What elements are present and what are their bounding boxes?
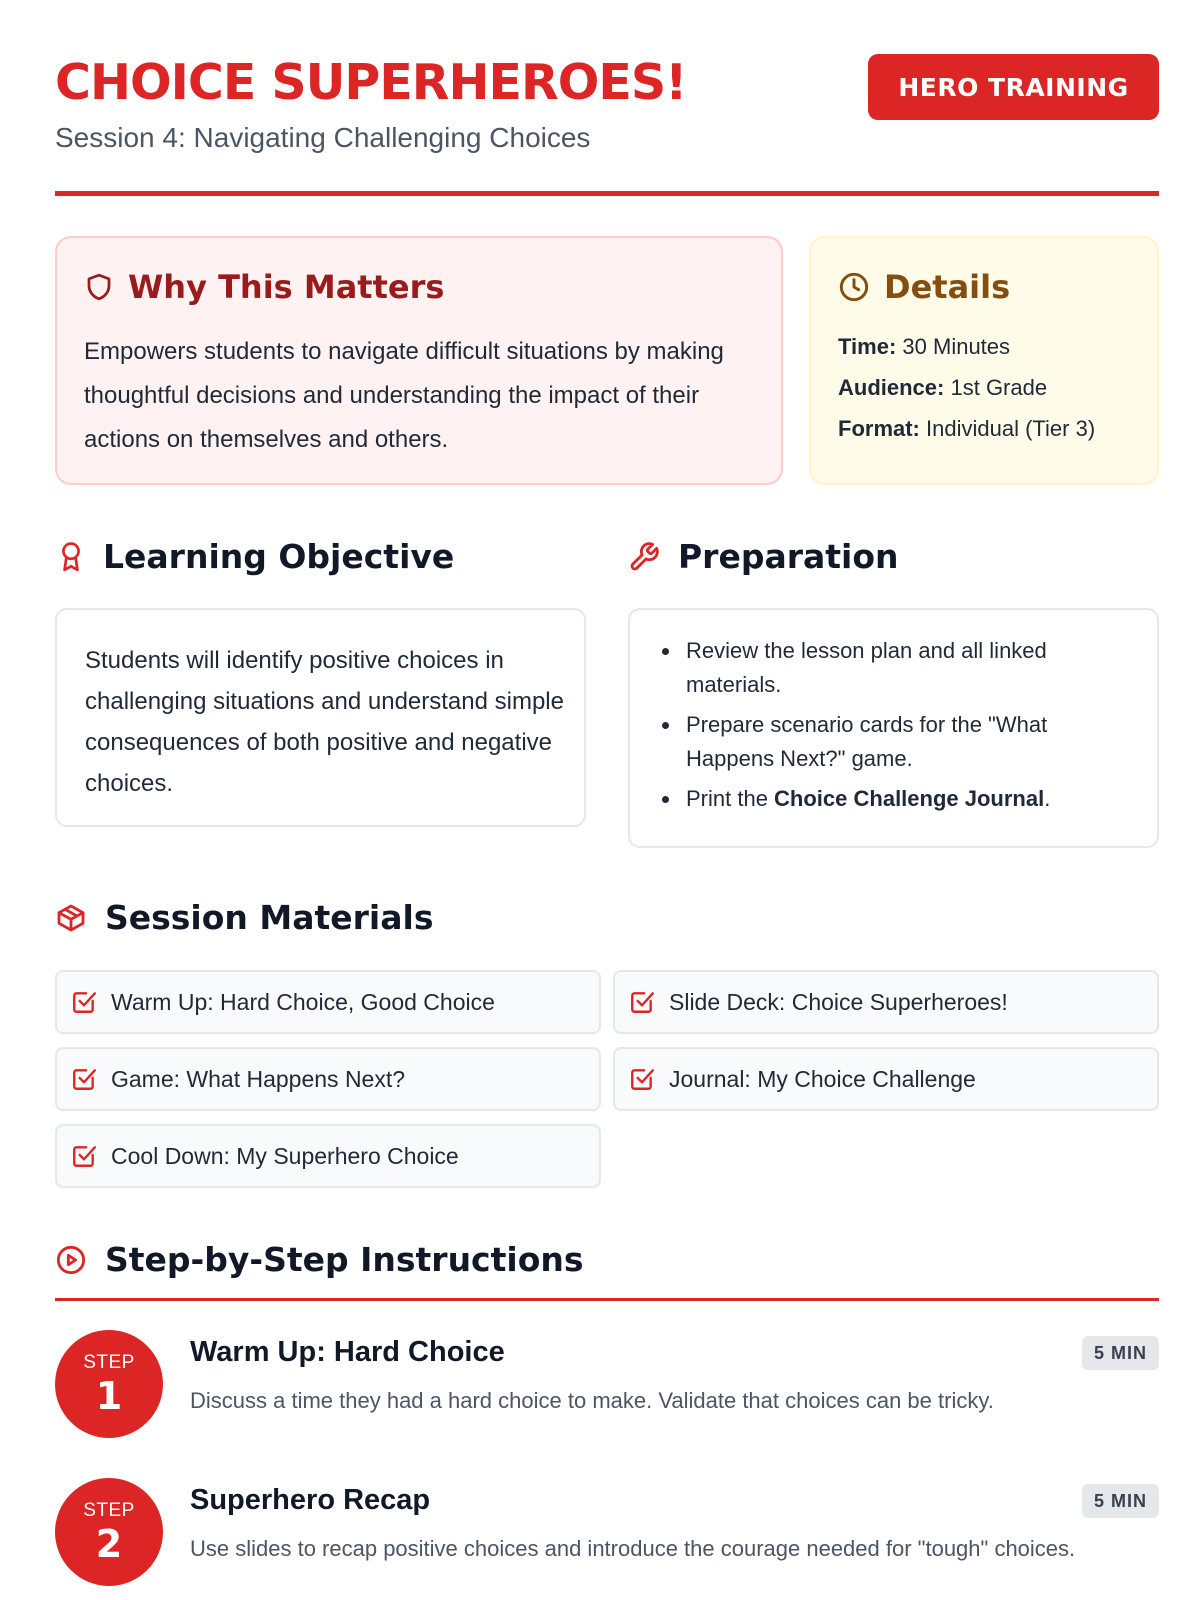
details-list: [838, 326, 1095, 449]
learning-objective-text: Students will identify positive choices in challenging situations and understand simple consequences of both positive and negative choices.: [85, 647, 564, 797]
session-materials-title: Session Materials: [105, 898, 434, 937]
material-item-journal[interactable]: [613, 1047, 1159, 1111]
page-subtitle: Session 4: Navigating Challenging Choices: [55, 122, 591, 153]
material-item-game[interactable]: [55, 1047, 601, 1111]
list-item: Review the lesson plan and all linked materials.: [658, 634, 1128, 702]
instructions-heading: [55, 1240, 584, 1279]
details-card: [809, 236, 1159, 485]
preparation-title: Preparation: [678, 537, 899, 576]
detail-time: Time: 30 Minutes: [838, 334, 1011, 359]
learning-objective-heading: [57, 537, 454, 576]
page-header: [55, 52, 1159, 196]
material-item-cool-down[interactable]: [55, 1124, 601, 1188]
why-card-heading: [84, 268, 444, 306]
checkbox-checked-icon: [71, 1143, 97, 1169]
step-duration-badge: 5 MIN: [1082, 1484, 1159, 1518]
why-card-title: Why This Matters: [128, 268, 445, 306]
learning-objective-box: [55, 608, 586, 827]
list-item: Prepare scenario cards for the "What Happens Next?" game.: [658, 708, 1128, 776]
checkbox-checked-icon: [629, 1066, 655, 1092]
shield-icon: [84, 272, 114, 302]
step-duration-badge: 5 MIN: [1082, 1336, 1159, 1370]
learning-objective-title: Learning Objective: [103, 537, 455, 576]
preparation-list: [658, 634, 1128, 822]
material-label: Warm Up: Hard Choice, Good Choice: [111, 988, 495, 1015]
why-card-text: Empowers students to navigate difficult situations by making thoughtful decisions and understanding the impact of their actions on themselves and others.: [84, 338, 724, 453]
material-label: Journal: My Choice Challenge: [669, 1065, 976, 1092]
checkbox-checked-icon: [71, 1066, 97, 1092]
why-this-matters-card: [55, 236, 783, 485]
material-label: Slide Deck: Choice Superheroes!: [669, 988, 1008, 1015]
material-item-slide-deck[interactable]: [613, 970, 1159, 1034]
award-icon: [57, 540, 85, 574]
step-number-badge: STEP 2: [55, 1478, 163, 1586]
session-materials-heading: [55, 898, 433, 937]
preparation-box: [628, 608, 1159, 848]
material-label: Cool Down: My Superhero Choice: [111, 1142, 459, 1169]
step-2: [55, 1478, 1159, 1588]
step-title: Superhero Recap: [190, 1484, 431, 1516]
page-title: CHOICE SUPERHEROES!: [55, 54, 687, 111]
wrench-icon: [628, 541, 660, 573]
detail-audience: Audience: 1st Grade: [838, 375, 1048, 400]
step-number-badge: STEP 1: [55, 1330, 163, 1438]
package-icon: [55, 902, 87, 934]
step-1: [55, 1330, 1159, 1440]
step-description: Use slides to recap positive choices and introduce the courage needed for "tough" choices.: [190, 1536, 1076, 1561]
instructions-divider: [55, 1298, 1159, 1301]
checkbox-checked-icon: [629, 989, 655, 1015]
detail-format: Format: Individual (Tier 3): [838, 416, 1096, 441]
list-item: Print the Choice Challenge Journal.: [658, 782, 1128, 816]
instructions-title: Step-by-Step Instructions: [105, 1240, 584, 1279]
details-card-heading: [838, 268, 1010, 306]
material-item-warm-up[interactable]: [55, 970, 601, 1034]
play-circle-icon: [55, 1244, 87, 1276]
details-card-title: Details: [884, 268, 1011, 306]
step-description: Discuss a time they had a hard choice to make. Validate that choices can be tricky.: [190, 1388, 994, 1413]
preparation-heading: [628, 537, 899, 576]
hero-training-badge: HERO TRAINING: [868, 54, 1159, 120]
checkbox-checked-icon: [71, 989, 97, 1015]
material-label: Game: What Happens Next?: [111, 1065, 406, 1092]
step-title: Warm Up: Hard Choice: [190, 1336, 505, 1368]
clock-icon: [838, 271, 870, 303]
